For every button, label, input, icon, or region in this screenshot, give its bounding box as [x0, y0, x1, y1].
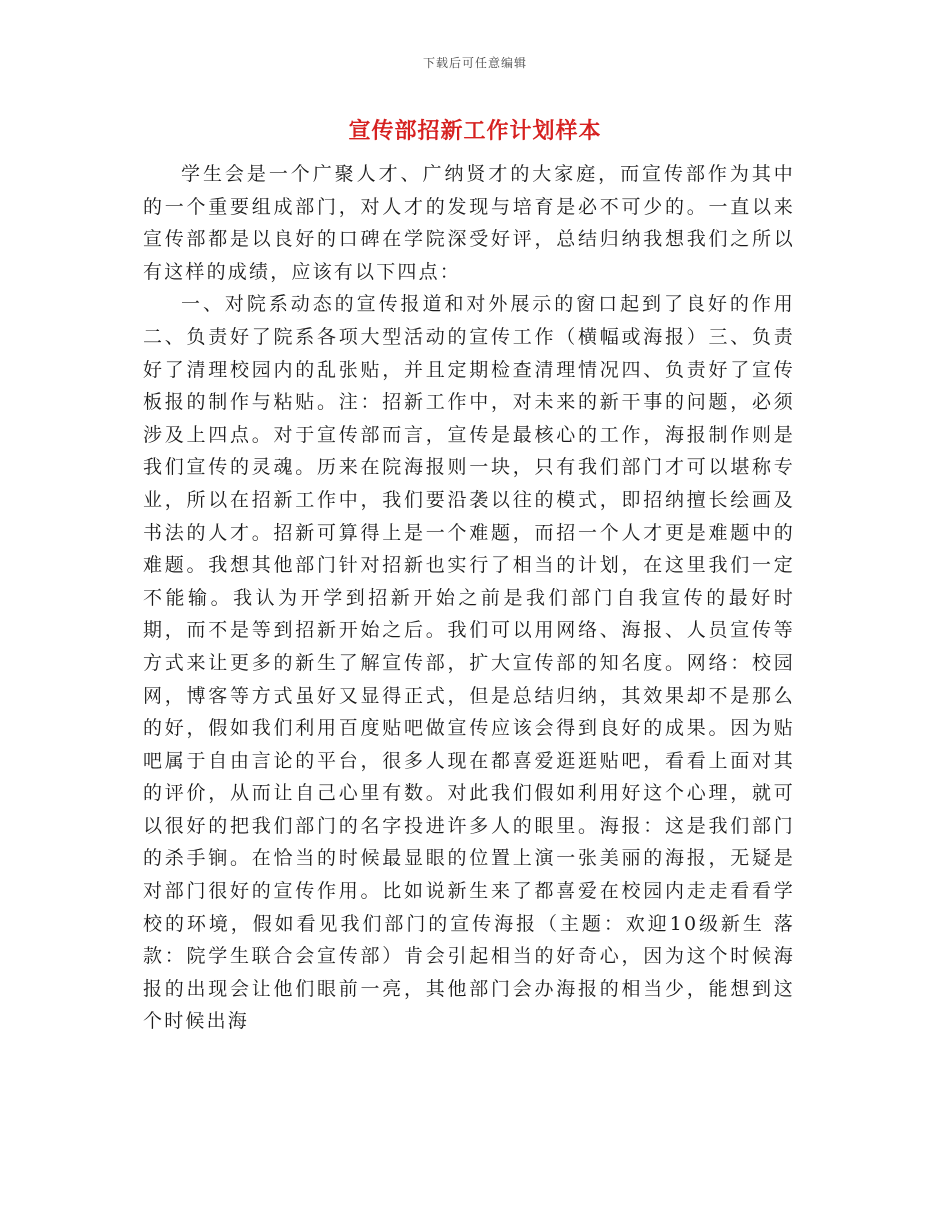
paragraph-main: 一、对院系动态的宣传报道和对外展示的窗口起到了良好的作用二、负责好了院系各项大型活动的宣传工作（横幅或海报）三、负责好了清理校园内的乱张贴，并且定期检查清理情况四、负责好了宣传板报的制作与粘贴。注：招新工作中，对未来的新干事的问题，必须涉及上四点。对于宣传部而言，宣传是最核心的工作，海报制作则是我们宣传的灵魂。历来在院海报则一块，只有我们部门才可以堪称专业，所以在招新工作中，我们要沿袭以往的模式，即招纳擅长绘画及书法的人才。招新可算得上是一个难题，而招一个人才更是难题中的难题。我想其他部门针对招新也实行了相当的计划，在这里我们一定不能输。我认为开学到招新开始之前是我们部门自我宣传的最好时期，而不是等到招新开始之后。我们可以用网络、海报、人员宣传等方式来让更多的新生了解宣传部，扩大宣传部的知名度。网络：校园网，博客等方式虽好又显得正式，但是总结归纳，其效果却不是那么的好，假如我们利用百度贴吧做宣传应该会得到良好的成果。因为贴吧属于自由言论的平台，很多人现在都喜爱逛逛贴吧，看看上面对其的评价，从而让自己心里有数。对此我们假如利用好这个心理，就可以很好的把我们部门的名字投进许多人的眼里。海报：这是我们部门的杀手锏。在恰当的时候最显眼的位置上演一张美丽的海报，无疑是对部门很好的宣传作用。比如说新生来了都喜爱在校园内走走看看学校的环境，假如看见我们部门的宣传海报（主题：欢迎10级新生 落款：院学生联合会宣传部）肯会引起相当的好奇心，因为这个时候海报的出现会让他们眼前一亮，其他部门会办海报的相当少，能想到这个时候出海 [143, 293, 795, 1033]
document-body [143, 158, 795, 1038]
paragraph-intro: 学生会是一个广聚人才、广纳贤才的大家庭，而宣传部作为其中的一个重要组成部门，对人才的发现与培育是必不可少的。一直以来宣传部都是以良好的口碑在学院深受好评，总结归纳我想我们之所以有这样的成绩，应该有以下四点： [143, 163, 795, 283]
document-title: 宣传部招新工作计划样本 [348, 118, 602, 144]
header-note: 下载后可任意编辑 [422, 56, 527, 70]
